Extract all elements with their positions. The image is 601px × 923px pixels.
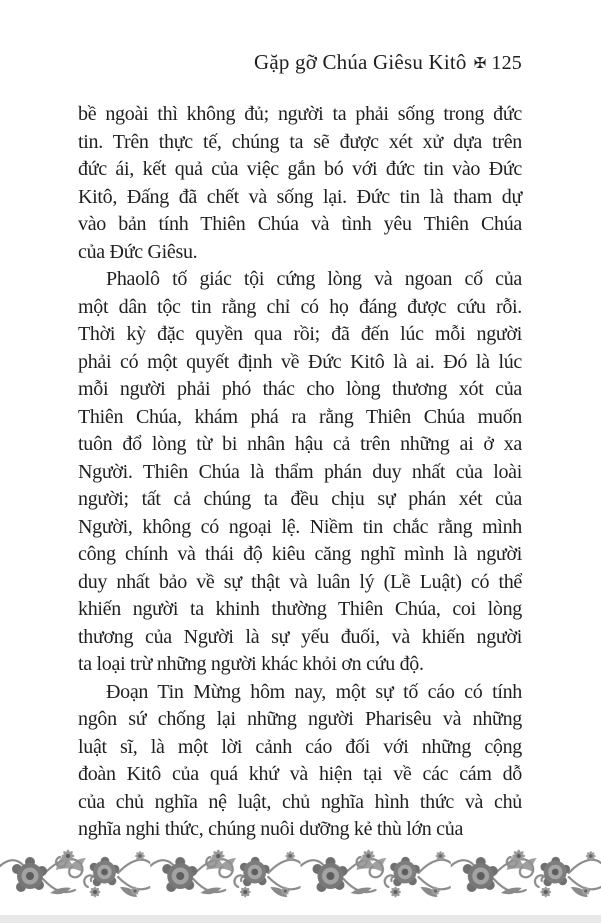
bottom-bar — [0, 915, 601, 923]
text-line: ta loại trừ những người khác khỏi ơn cứu độ. — [78, 653, 424, 675]
text-line: đoàn Kitô của quá khứ và hiện tại về các cám dỗ — [78, 763, 522, 785]
text-line: Kitô, Đấng đã chết và sống lại. Đức tin là tham dự — [78, 185, 522, 208]
text-line: duy nhất bảo về sự thật và luân lý (Lề Luật) có thể — [78, 570, 522, 593]
floral-border-ornament — [0, 846, 601, 900]
text-line: của chủ nghĩa nệ luật, chủ nghĩa hình thức và chủ — [78, 790, 522, 813]
text-line: Thiên Chúa, khám phá ra rằng Thiên Chúa muốn — [78, 405, 522, 428]
text-line: khiến người ta khinh thường Thiên Chúa, coi lòng — [78, 598, 522, 620]
text-line: công chính và thái độ kiêu căng nghĩ mình là người — [78, 543, 522, 565]
text-line: Thời kỳ đặc quyền qua rồi; đã đến lúc mỗi người — [78, 323, 522, 345]
text-line: vào bản tính Thiên Chúa và tình yêu Thiên Chúa — [78, 213, 522, 235]
text-line: tin. Trên thực tế, chúng ta sẽ được xét xử dựa trên — [78, 130, 522, 153]
text-line: đức ái, kết quả của việc gắn bó với đức tin vào Đức — [78, 158, 522, 180]
text-line: của Đức Giêsu. — [78, 240, 198, 263]
text-line: Người, không có ngoại lệ. Niềm tin chắc rằng mình — [78, 515, 522, 538]
text-line: bề ngoài thì không đủ; người ta phải sống trong đức — [78, 103, 522, 125]
maltese-cross-icon: ✠ — [473, 54, 487, 72]
text-line: ngôn sứ chống lại những người Pharisêu và những — [78, 708, 522, 730]
text-line: tuôn đổ lòng từ bi nhân hậu cả trên những ai ở xa — [78, 433, 522, 455]
text-line: Đoạn Tin Mừng hôm nay, một sự tố cáo có tính — [106, 680, 522, 703]
text-line: Phaolô tố giác tội cứng lòng và ngoan cố của — [106, 268, 522, 290]
text-line: mỗi người phải phó thác cho lòng thương xót của — [78, 378, 522, 400]
text-line: một dân tộc tin rằng chỉ có họ đáng được cứu rỗi. — [78, 295, 522, 318]
page-number: 125 — [491, 52, 522, 74]
text-line: nghĩa nghi thức, chúng nuôi dưỡng kẻ thù lớn của — [78, 818, 464, 840]
running-title: Gặp gỡ Chúa Giêsu Kitô — [253, 50, 467, 74]
text-line: Người. Thiên Chúa là thẩm phán duy nhất của loài — [78, 460, 522, 483]
page-body — [78, 101, 522, 844]
text-line: người; tất cả chúng ta đều chịu sự phán xét của — [78, 488, 522, 510]
running-header — [78, 50, 522, 75]
text-line: luật sĩ, là một lời cảnh cáo đối với những cộng — [78, 735, 522, 758]
text-line: thương của Người là sự yếu đuối, và khiến người — [78, 625, 522, 648]
text-line: phải có một quyết định về Đức Kitô là ai. Đó là lúc — [78, 350, 522, 373]
